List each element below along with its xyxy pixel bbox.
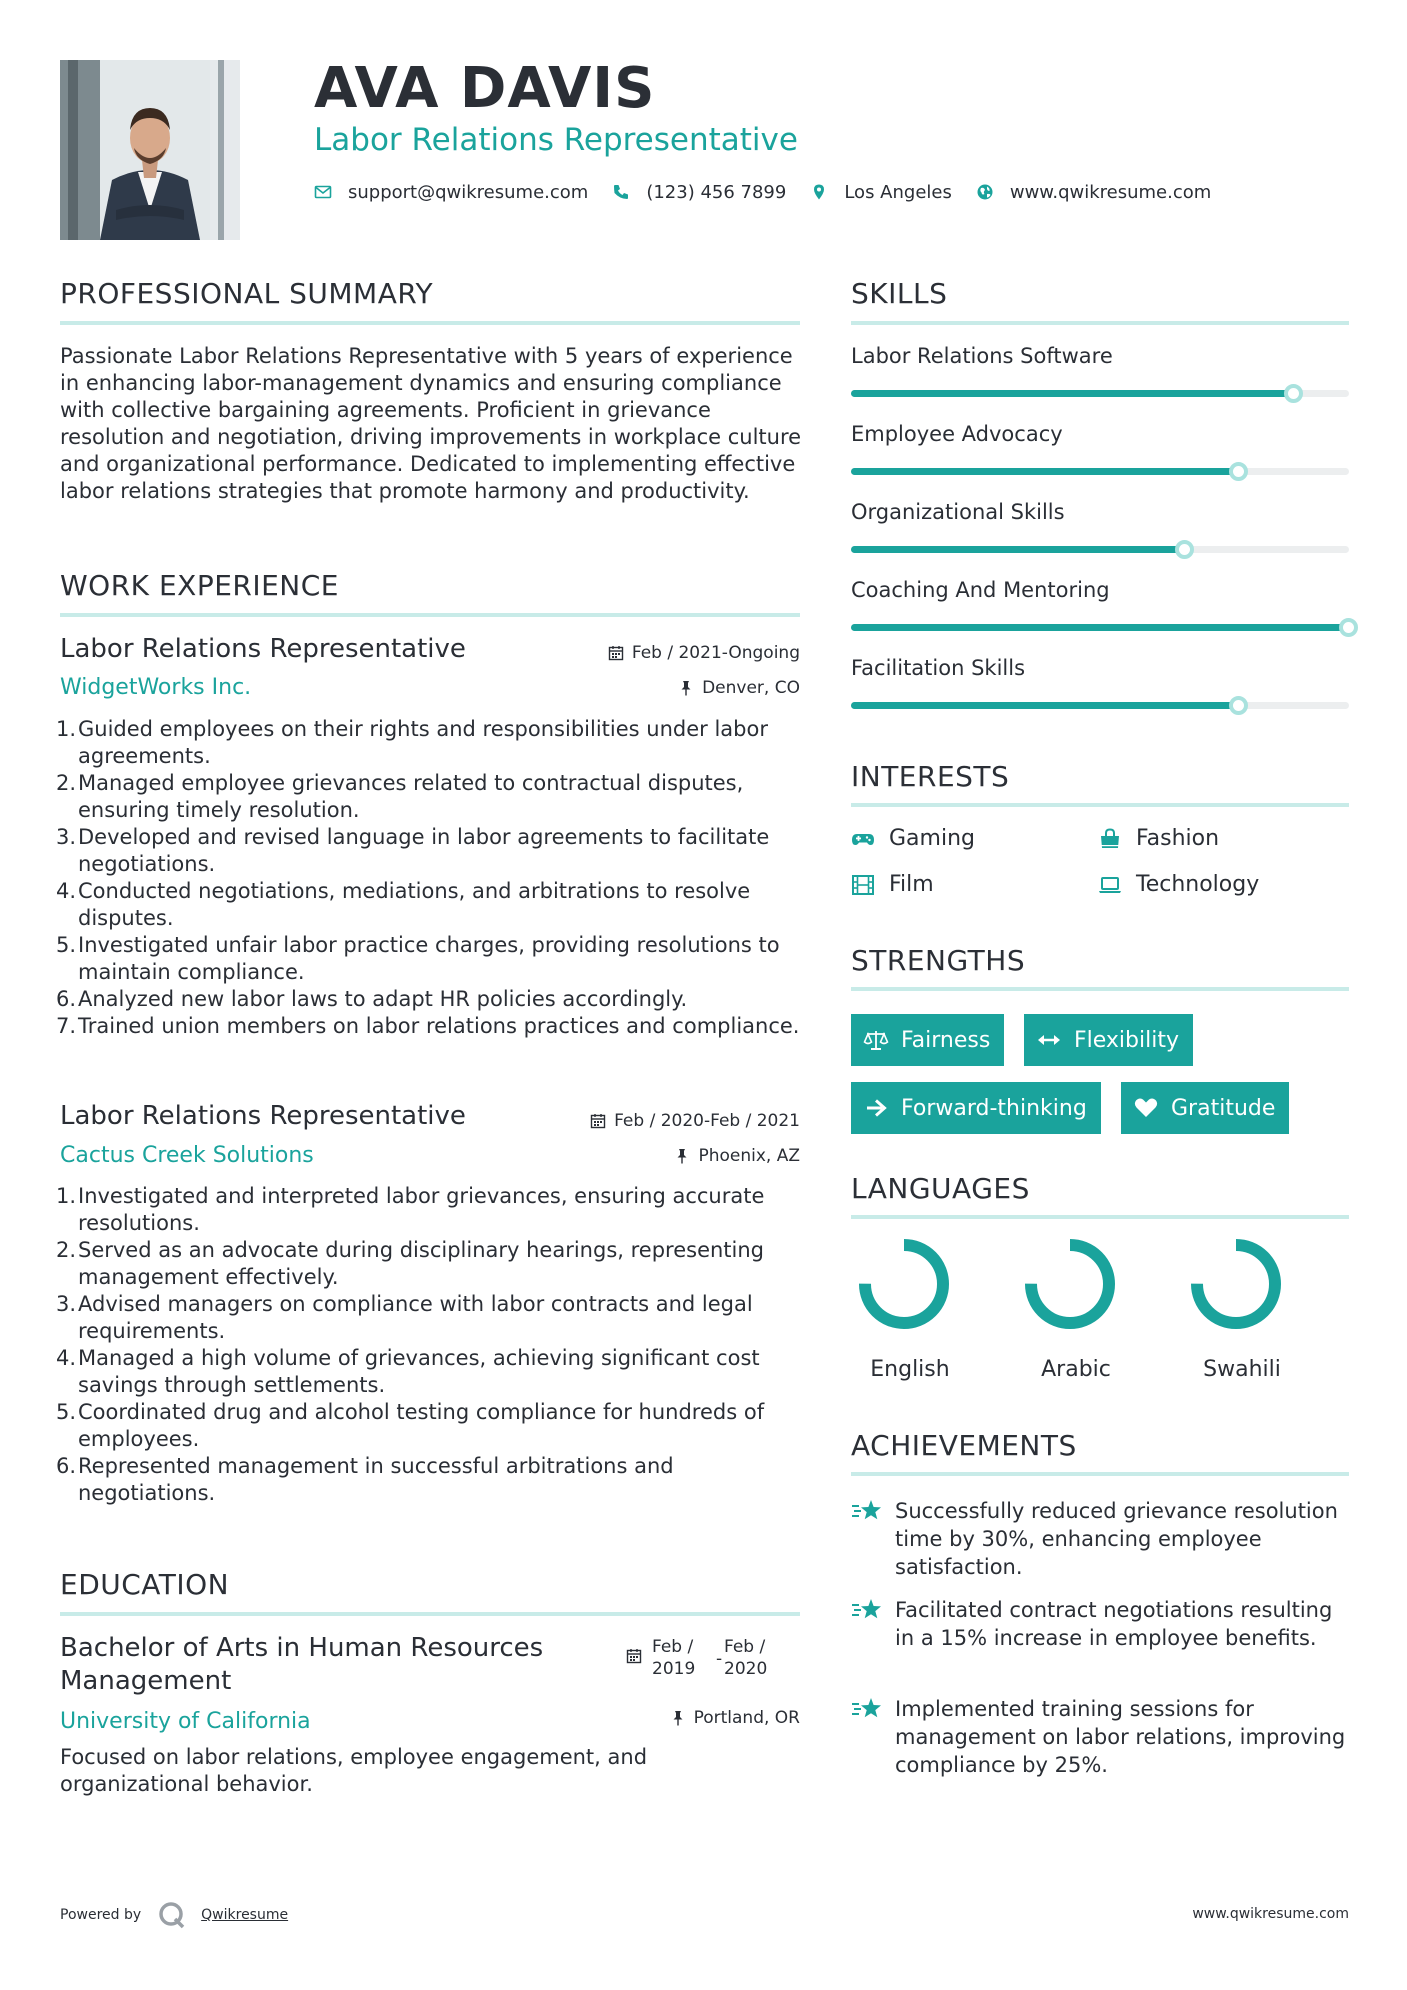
achievement-item: [851, 1596, 1351, 1680]
strength-gratitude: [1121, 1082, 1289, 1134]
strength-flexibility: [1024, 1014, 1193, 1066]
calendar-icon: [590, 1113, 606, 1129]
interest-fashion-label: Fashion: [1136, 826, 1220, 851]
job-2-dates-text: Feb / 2020-Feb / 2021: [614, 1111, 800, 1131]
language-english-label: English: [870, 1357, 950, 1382]
phone-icon: [612, 183, 630, 201]
interest-gaming: [851, 825, 975, 853]
skill-bar-fill: [851, 546, 1185, 553]
footer-powered-by: [60, 1900, 288, 1930]
strength-fairness-label: Fairness: [901, 1027, 991, 1053]
balance-scale-icon: [863, 1027, 889, 1053]
profile-photo-image: [60, 60, 240, 240]
gamepad-icon: [851, 827, 875, 851]
shooting-star-icon: [851, 1695, 883, 1725]
skills-heading: SKILLS: [851, 277, 948, 310]
duty-item: 3. Advised managers on compliance with labor contracts and legal requirements.: [56, 1292, 753, 1343]
calendar-icon: [608, 645, 624, 661]
shooting-star-icon: [851, 1497, 883, 1527]
education-divider: [60, 1612, 800, 1616]
education-location-text: Portland, OR: [693, 1708, 800, 1728]
strength-fairness: [851, 1014, 1004, 1066]
language-ring-swahili: [1188, 1236, 1284, 1332]
job-2-location: [674, 1146, 800, 1166]
achievements-divider: [851, 1472, 1349, 1476]
strength-forward-thinking-label: Forward-thinking: [901, 1095, 1087, 1121]
map-pin-icon: [810, 183, 828, 201]
school-name: University of California: [60, 1709, 311, 1734]
language-swahili-label: Swahili: [1203, 1357, 1281, 1382]
skill-bar-knob[interactable]: [1284, 384, 1303, 403]
achievement-text: Facilitated contract negotiations resulting in a 15% increase in employee benefits.: [895, 1598, 1333, 1650]
duty-item: 5. Coordinated drug and alcohol testing compliance for hundreds of employees.: [56, 1400, 765, 1451]
education-location: [670, 1708, 800, 1728]
degree-line-1: Bachelor of Arts in Human Resources: [60, 1633, 544, 1663]
arrows-horizontal-icon: [1036, 1027, 1062, 1053]
interest-fashion: [1098, 825, 1219, 853]
pushpin-icon: [678, 680, 694, 696]
contact-website[interactable]: [976, 182, 1211, 203]
interest-film-label: Film: [889, 872, 934, 897]
contact-location-text: Los Angeles: [844, 181, 952, 203]
degree-line-2: Management: [60, 1666, 232, 1696]
interest-gaming-label: Gaming: [889, 826, 975, 851]
pushpin-icon: [674, 1148, 690, 1164]
skill-bar-knob[interactable]: [1229, 696, 1248, 715]
job-2-dates: [590, 1111, 800, 1131]
strengths-heading: STRENGTHS: [851, 944, 1026, 977]
duty-item: 4. Managed a high volume of grievances, achieving significant cost savings through settlements.: [56, 1346, 760, 1397]
edu-end-month: Feb /: [724, 1637, 766, 1657]
shopping-bag-icon: [1098, 827, 1122, 851]
strength-gratitude-label: Gratitude: [1171, 1095, 1276, 1121]
job-1-duties: [56, 716, 800, 1040]
experience-divider: [60, 613, 800, 617]
skill-label: Employee Advocacy: [851, 422, 1063, 446]
shooting-star-icon: [851, 1596, 883, 1626]
powered-by-text: Powered by: [60, 1907, 142, 1923]
duty-item: 2. Managed employee grievances related to contractual disputes, ensuring timely resolution.: [56, 771, 744, 822]
language-arabic-label: Arabic: [1041, 1357, 1111, 1382]
candidate-name: AVA DAVIS: [314, 56, 656, 121]
education-description: Focused on labor relations, employee engagement, and organizational behavior.: [60, 1745, 648, 1796]
job-1-company: WidgetWorks Inc.: [60, 675, 252, 700]
summary-text: Passionate Labor Relations Representative with 5 years of experience in enhancing labor-management dynamics and ensuring compliance with collective bargaining agreements. Proficient in grievance resolution and negotiation, driving improvements in workplace culture and organizational performance. Dedicated to implementing effective labor relations strategies that promote harmony and productivity.: [60, 344, 802, 503]
languages-divider: [851, 1215, 1349, 1219]
contact-phone-text: (123) 456 7899: [646, 181, 787, 203]
job-1-location: [678, 678, 800, 698]
skill-bar: [851, 702, 1349, 709]
skills-divider: [851, 321, 1349, 325]
skill-bar: [851, 546, 1349, 553]
achievement-item: [851, 1497, 1351, 1581]
job-2-duties: [56, 1183, 800, 1507]
interests-divider: [851, 803, 1349, 807]
strength-flexibility-label: Flexibility: [1074, 1027, 1179, 1053]
education-dates: [626, 1637, 802, 1684]
pushpin-icon: [670, 1710, 686, 1726]
achievement-text: Successfully reduced grievance resolution time by 30%, enhancing employee satisfaction.: [895, 1499, 1338, 1579]
job-2-location-text: Phoenix, AZ: [698, 1146, 800, 1166]
calendar-icon: [626, 1648, 642, 1664]
interest-film: [851, 871, 934, 899]
duty-item: 4. Conducted negotiations, mediations, and arbitrations to resolve disputes.: [56, 879, 751, 930]
job-1-dates: [608, 643, 800, 663]
contact-email-text: support@qwikresume.com: [348, 181, 589, 203]
interest-technology-label: Technology: [1136, 872, 1260, 897]
interests-heading: INTERESTS: [851, 760, 1010, 793]
job-2-title: Labor Relations Representative: [60, 1101, 466, 1131]
job-1-title: Labor Relations Representative: [60, 634, 466, 664]
experience-heading: WORK EXPERIENCE: [60, 569, 339, 602]
summary-heading: PROFESSIONAL SUMMARY: [60, 277, 434, 310]
strength-forward-thinking: [851, 1082, 1101, 1134]
edu-start-year: 2019: [652, 1659, 696, 1679]
summary-divider: [60, 321, 800, 325]
film-icon: [851, 873, 875, 897]
achievements-heading: ACHIEVEMENTS: [851, 1429, 1077, 1462]
strengths-divider: [851, 987, 1349, 991]
edu-date-dash: -: [716, 1649, 723, 1669]
globe-icon: [976, 183, 994, 201]
edu-start-month: Feb /: [652, 1637, 694, 1657]
interest-technology: [1098, 871, 1259, 899]
envelope-icon: [314, 183, 332, 201]
education-heading: EDUCATION: [60, 1568, 230, 1601]
job-1-location-text: Denver, CO: [702, 678, 800, 698]
skill-bar: [851, 624, 1349, 631]
language-ring-arabic: [1022, 1236, 1118, 1332]
job-1-dates-text: Feb / 2021-Ongoing: [631, 643, 800, 663]
contact-website-text: www.qwikresume.com: [1009, 181, 1212, 203]
duty-item: 5. Investigated unfair labor practice charges, providing resolutions to maintain compliance.: [56, 933, 780, 984]
duty-item: 3. Developed and revised language in labor agreements to facilitate negotiations.: [56, 825, 770, 876]
skill-label: Coaching And Mentoring: [851, 578, 1110, 602]
skill-label: Labor Relations Software: [851, 344, 1113, 368]
edu-end-year: 2020: [724, 1659, 768, 1679]
qwikresume-logo-icon: [157, 1900, 187, 1930]
duty-item: 1. Guided employees on their rights and responsibilities under labor agreements.: [56, 717, 768, 768]
duty-item: 1. Investigated and interpreted labor grievances, ensuring accurate resolutions.: [56, 1184, 765, 1235]
skill-label: Organizational Skills: [851, 500, 1065, 524]
languages-heading: LANGUAGES: [851, 1172, 1030, 1205]
duty-item: 6. Analyzed new labor laws to adapt HR policies accordingly.: [56, 987, 688, 1011]
qwikresume-link[interactable]: Qwikresume: [201, 1907, 289, 1923]
candidate-role: Labor Relations Representative: [314, 122, 798, 158]
skill-bar-fill: [851, 468, 1239, 475]
duty-item: 7. Trained union members on labor relations practices and compliance.: [56, 1014, 800, 1038]
skill-bar: [851, 390, 1349, 397]
skill-bar-knob[interactable]: [1229, 462, 1248, 481]
skill-bar-knob[interactable]: [1339, 618, 1358, 637]
achievement-text: Implemented training sessions for management on labor relations, improving compliance by 25%.: [895, 1697, 1346, 1777]
language-ring-english: [856, 1236, 952, 1332]
contact-phone[interactable]: [612, 182, 786, 203]
duty-item: 6. Represented management in successful arbitrations and negotiations.: [56, 1454, 674, 1505]
contact-location: [810, 182, 952, 203]
laptop-icon: [1098, 873, 1122, 897]
skill-bar-fill: [851, 390, 1294, 397]
contact-bar: [314, 178, 1235, 206]
contact-email[interactable]: [314, 182, 588, 203]
skill-bar-fill: [851, 624, 1349, 631]
duty-item: 2. Served as an advocate during disciplinary hearings, representing management effectively.: [56, 1238, 765, 1289]
footer-website[interactable]: www.qwikresume.com: [1192, 1906, 1349, 1922]
arrow-right-icon: [863, 1095, 889, 1121]
profile-photo: [60, 60, 240, 240]
skill-bar-fill: [851, 702, 1239, 709]
heart-icon: [1133, 1095, 1159, 1121]
achievement-item: [851, 1695, 1351, 1779]
skill-bar-knob[interactable]: [1175, 540, 1194, 559]
skill-label: Facilitation Skills: [851, 656, 1026, 680]
skill-bar: [851, 468, 1349, 475]
job-2-company: Cactus Creek Solutions: [60, 1143, 314, 1168]
